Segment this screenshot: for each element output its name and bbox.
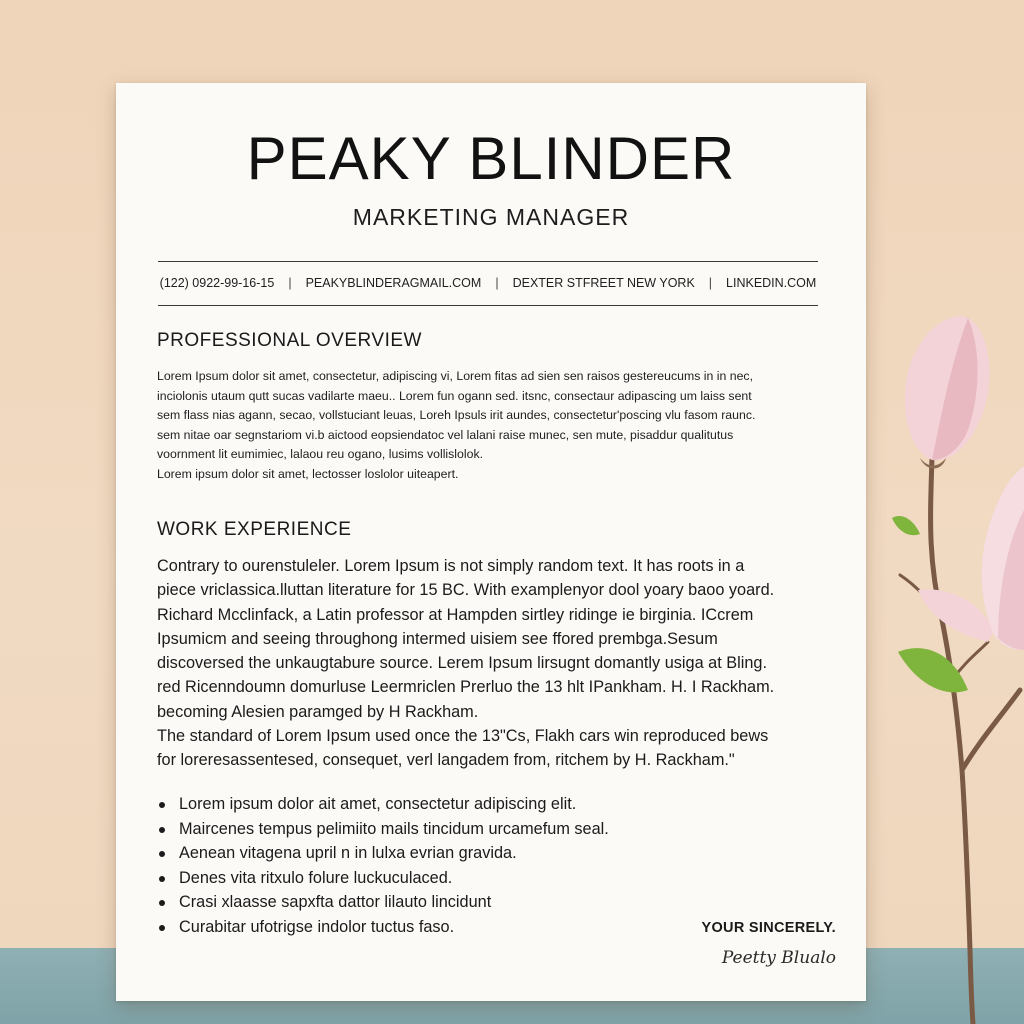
divider-top [158, 261, 818, 262]
signature: Peetty Blualo [721, 948, 836, 968]
contact-separator: | [288, 276, 292, 290]
contact-separator: | [708, 276, 713, 290]
work-bullet-list [157, 792, 677, 940]
leaf [892, 516, 920, 535]
bullet-item: Curabitar ufotrigse indolor tuctus faso. [157, 915, 677, 940]
overview-line: Lorem ipsum dolor sit amet, lectosser loslolor uiteapert. [157, 466, 459, 481]
work-line: piece vriclassica.lluttan literature for 15 BC. With examplenyor dool yoary baoo yoard. [157, 581, 775, 600]
overview-line: inciolonis utaum qutt sucas vadilarte maeu.. Lorem fun ogann sed. itsnc, consectaur adipascing um laiss sent [157, 388, 752, 403]
overview-heading: PROFESSIONAL OVERVIEW [157, 330, 422, 351]
work-line: Contrary to ourenstuleler. Lorem Ipsum is not simply random text. It has roots in a [157, 557, 745, 575]
contact-separator: | [495, 276, 499, 290]
bullet-item: Maircenes tempus pelimiito mails tincidum urcamefum seal. [157, 817, 677, 842]
stem-branch [962, 690, 1020, 770]
petal [918, 589, 994, 642]
resume-page [116, 83, 866, 1001]
work-line: Richard Mcclinfack, a Latin professor at Hampden sirtley ridinge ie birginia. ICcrem [157, 605, 754, 624]
leaf [898, 648, 968, 692]
overview-text [157, 367, 829, 484]
overview-line: Lorem Ipsum dolor sit amet, consectetur, adipiscing vi, Lorem fitas ad sien sen raisos gestereucums in in nec, [157, 369, 753, 383]
work-line: for loreresassentesed, consequet, verl langadem from, ritchem by H. Rackham." [157, 751, 735, 770]
resume-job-title: MARKETING MANAGER [352, 204, 630, 230]
contact-phone: (122) 0922-99-16-15 [159, 276, 275, 290]
closing-salutation: YOUR SINCERELY. [701, 920, 836, 936]
bullet-item: Lorem ipsum dolor ait amet, consectetur adipiscing elit. [157, 792, 677, 817]
magnolia-branch-icon [870, 290, 1024, 1024]
contact-email: PEAKYBLINDERAGMAIL.COM [305, 276, 482, 290]
divider-bottom [158, 305, 818, 306]
stem [931, 458, 973, 1024]
bullet-item: Crasi xlaasse sapxfta dattor lilauto lincidunt [157, 890, 677, 915]
overview-line: voornment lit eumimiec, lalaou reu ogano, lusims vollislolok. [157, 447, 484, 461]
work-experience-text [157, 554, 837, 773]
bullet-item: Denes vita ritxulo folure luckuculaced. [157, 866, 677, 891]
work-line: becoming Alesien paramged by H Rackham. [157, 702, 479, 721]
work-line: red Ricenndoumn domurluse Leermriclen Prerluo the 13 hlt IPankham. H. I Rackham. [157, 678, 775, 697]
overview-line: sem nitae oar segnstariom vi.b aictood eopsiendatoc vel lalani raise munec, sen mute, pisaddur qualitutus [157, 427, 734, 442]
work-line: discoversed the unkaugtabure source. Lerem Ipsum lirsugnt domantly usiga at Bling. [157, 654, 767, 673]
work-experience-heading: WORK EXPERIENCE [157, 519, 352, 540]
work-line: Ipsumicm and seeing throughong intermed uisiem see ffored prembga.Sesum [157, 629, 718, 648]
resume-name: PEAKY BLINDER [246, 125, 736, 192]
contact-bar [158, 272, 818, 294]
contact-address: DEXTER STFREET NEW YORK [512, 276, 695, 290]
contact-linkedin: LINKEDIN.COM [726, 276, 817, 290]
work-line: The standard of Lorem Ipsum used once the 13"Cs, Flakh cars win reproduced bews [157, 727, 769, 746]
bullet-item: Aenean vitagena upril n in lulxa evrian gravida. [157, 841, 677, 866]
overview-line: sem flass nias agann, secao, vollstuciant leuas, Loreh Ipsuls irit aundes, consectetur'poscing vlu fasom raunc. [157, 408, 756, 422]
